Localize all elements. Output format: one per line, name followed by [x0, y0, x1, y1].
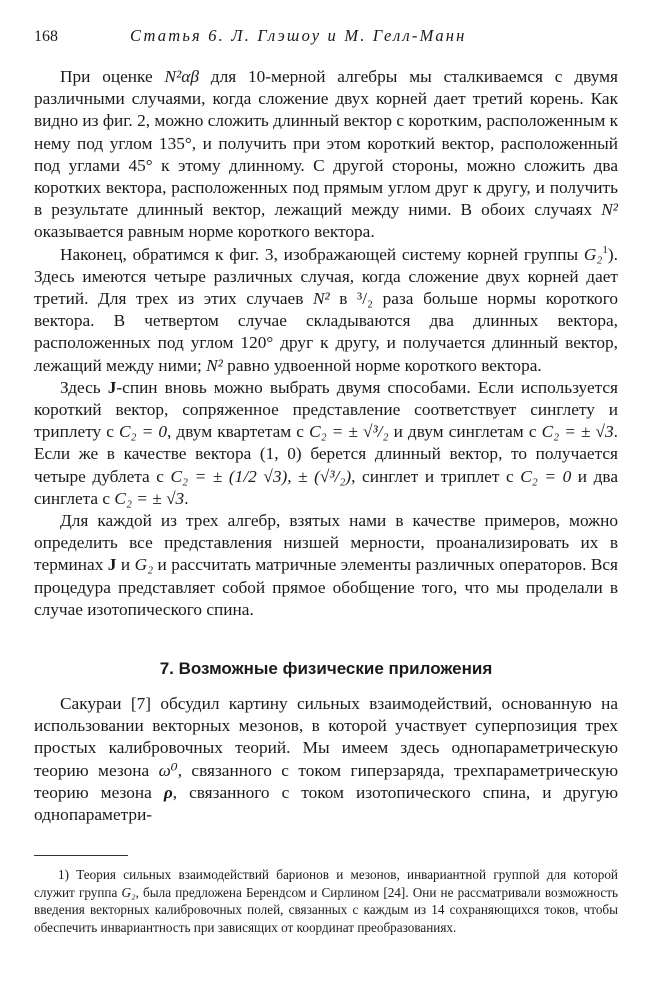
- footnote: 1) Теория сильных взаимодействий барионов и мезонов, инвариантной группой для которой служит группа G₂, была предложена Берендсом и Сирлином [24]. Они не рассматривали возможность введения векторных калибровочных полей, связанных с каждым из 14 сохраняющихся токов, чтобы обеспечить инвариантность при зависящих от координат преобразованиях.: [34, 867, 618, 935]
- page: [34, 26, 619, 935]
- section-heading: 7. Возможные физические приложения: [159, 659, 493, 679]
- math-c2-sqrt3: C₂ = ± √3: [541, 422, 614, 442]
- footnote-ref: 1: [602, 243, 608, 256]
- math-omega0: ω⁰: [158, 760, 178, 780]
- math-c2-sqrt3: C₂ = ± √3: [114, 488, 185, 508]
- paragraph-3: Здесь J-спин вновь можно выбрать двумя способами. Если используется короткий вектор, сопряженное представление соответствует синглету и триплету с C₂ = 0, двум квартетам с C₂ = ± √³/₂ и двум синглетам с C₂ = ± √3. Если же в качестве вектора (1, 0) берется длинный вектор, то получается четыре дублета с C₂ = ± (1/2 √3), ± (√³/₂), синглет и триплет с C₂ = 0 и два синглета с C₂ = ± √3.: [34, 377, 619, 508]
- math-g2: G₂: [121, 884, 136, 900]
- running-title: Статья 6. Л. Глэшоу и М. Гелл-Манн: [130, 26, 467, 45]
- paragraph-2: Наконец, обратимся к фиг. 3, изображающей систему корней группы G₂$^1$). Здесь имеются четыре различных случая, когда сложение двух корней дает третий. Для трех из этих случаев N² в ³/₂ раза больше нормы короткого вектора. В четвертом случае складываются два длинных вектора, расположенных под углом 120° друг к другу, и получается длинный вектор, лежащий между ними; N² равно удвоенной норме короткого вектора.: [34, 243, 618, 375]
- paragraph-5: Сакураи [7] обсудил картину сильных взаимодействий, основанную на использовании векторных мезонов, в которой участвует суперпозиция трех простых калибровочных теорий. Мы имеем здесь однопараметрическую теорию мезона ω⁰, связанного с током гиперзаряда, трехпараметрическую теорию мезона ρ, связанного с током изотопического спина, и другую однопараметри-: [34, 694, 619, 825]
- math-n2: N²: [206, 355, 223, 375]
- math-g2: G₂: [583, 244, 603, 264]
- footnote-divider: [34, 855, 128, 856]
- math-c2-zero: C₂ = 0: [119, 422, 168, 442]
- math-n2: N²: [312, 289, 330, 309]
- math-g2: G₂: [134, 555, 154, 575]
- math-j: J: [107, 555, 117, 575]
- running-header: [34, 26, 618, 52]
- paragraph-4: Для каждой из трех алгебр, взятых нами в качестве примеров, можно определить все представления низшей мерности, проанализировать их в терминах J и G₂ и рассчитать матричные элементы различных операторов. Вся процедура представляет собой прямое обобщение того, что мы проделали в случае изотопического спина.: [34, 511, 618, 619]
- paragraph-1: При оценке N²αβ для 10-мерной алгебры мы сталкиваемся с двумя различными случаями, когда сложение двух корней дает третий корень. Как видно из фиг. 2, можно сложить длинный вектор с коротким, расположенным к нему под углом 135°, и получить при этом короткий вектор, расположенный под углами 45° к этому длинному. С другой стороны, можно сложить два коротких вектора, расположенных под прямым углом друг к другу, и получить в результате длинный вектор, лежащий между ними. В обоих случаях N² оказывается равным норме короткого вектора.: [34, 67, 619, 242]
- math-rho: ρ: [163, 782, 173, 802]
- math-n2: N²: [601, 200, 618, 220]
- math-c2-sqrt-3-2: C₂ = ± √³/₂: [309, 422, 389, 442]
- math-three-halves: ³/₂: [357, 289, 374, 309]
- main-text: [34, 66, 618, 826]
- math-n-alpha-beta: N²αβ: [164, 67, 199, 86]
- math-c2-zero: C₂ = 0: [520, 466, 572, 486]
- math-j: J: [107, 377, 117, 397]
- math-c2-doublets: C₂ = ± (1/2 √3), ± (√³/₂): [170, 466, 352, 486]
- page-number: 168: [34, 28, 58, 45]
